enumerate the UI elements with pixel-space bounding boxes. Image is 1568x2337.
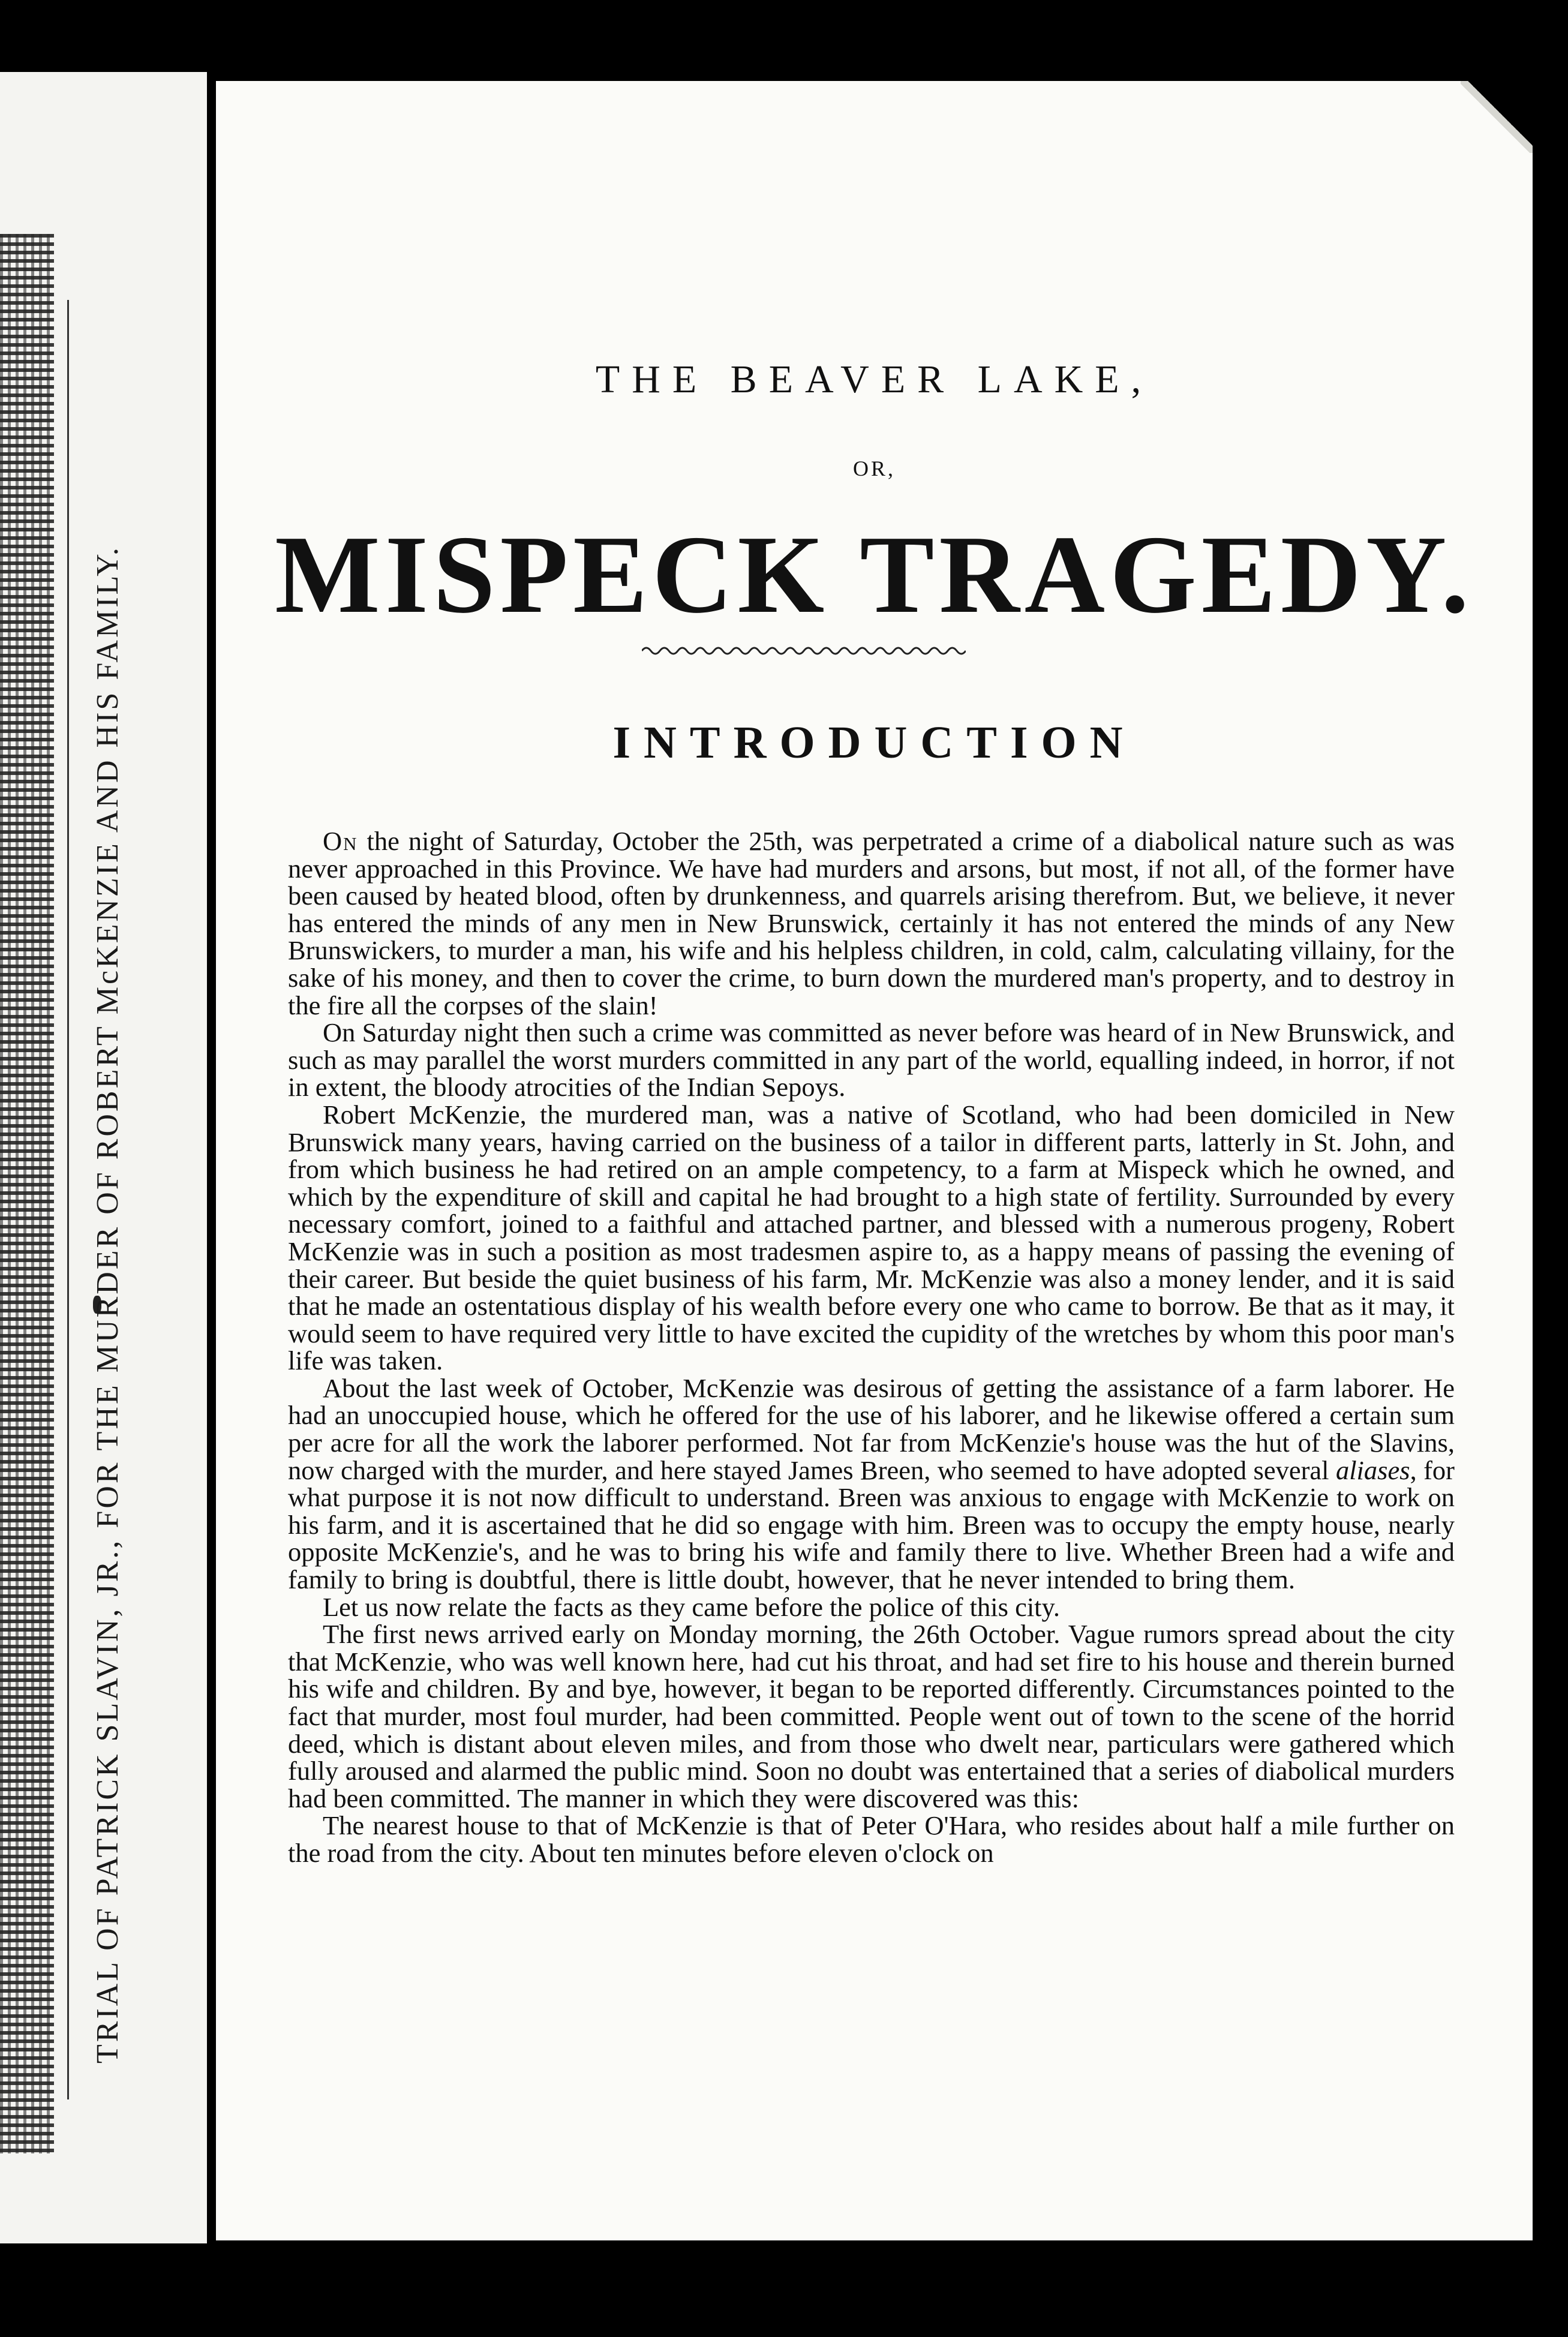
paragraph-text: The nearest house to that of McKenzie is that of Peter O'Hara, who resides about half a mile further on the road from the city. About ten minutes before eleven o'clock on [288,1810,1455,1868]
spine-title: TRIAL OF PATRICK SLAVIN, JR., FOR THE MURDER OF ROBERT McKENZIE AND HIS FAMILY. [91,545,125,2063]
paragraph-text: Robert McKenzie, the murdered man, was a native of Scotland, who had been domiciled in New Brunswick many years, having carried on the business of a tailor in different parts, latterly in St. John, and from which business he had retired on an ample competency, to a farm at Mispeck which he owned, and which by the expenditure of skill and capital he had brought to a high state of fertility. Surrounded by every necessary comfort, joined to a faithful and attached partner, and blessed with a numerous progeny, Robert McKenzie was in such a position as most tradesmen aspire to, as a happy means of passing the evening of their career. But beside the quiet business of his farm, Mr. McKenzie was also a money lender, and it is said that he made an ostentatious display of his wealth before every one who came to borrow. Be that as it may, it would seem to have required very little to have excited the cupidity of the wretches by whom this poor man's life was taken. [288,1099,1455,1376]
paragraph [288,1101,1455,1375]
paragraph-text: the night of Saturday, October the 25th, was perpetrated a crime of a diabolical nature such as was never approached in this Province. We have had murders and arsons, but most, if not all, of the former have been caused by heated blood, often by drunkenness, and quarrels arising therefrom. But, we believe, it never has entered the minds of any men in New Brunswick, certainly it has not entered the minds of any New Brunswickers, to murder a man, his wife and his helpless children, in cold, calm, calculating villainy, for the sake of his money, and then to cover the crime, to burn down the murdered man's property, and to destroy in the fire all the corpses of the slain! [288,826,1455,1020]
paragraph-text: Let us now relate the facts as they came before the police of this city. [323,1591,1061,1622]
section-heading: INTRODUCTION [612,717,1136,768]
document-page [216,81,1533,2240]
paragraph [288,1591,1455,1622]
paragraph [288,828,1455,1019]
paragraph [288,1621,1455,1812]
previous-page-strip [0,72,207,2243]
paragraph-text: , for what purpose it is not now difficult to understand. Breen was anxious to engage with McKenzie to work on his farm, and it is ascertained that he did so engage with him. Breen was to occupy the empty house, nearly opposite McKenzie's, and he was to bring his wife and family there to live. Whether Breen had a wife and family to bring is doubtful, there is little doubt, however, that he never intended to bring them. [288,1455,1455,1595]
title-line-1: THE BEAVER LAKE, [595,358,1154,401]
body-text [288,828,1455,1867]
paragraph [288,1372,1455,1595]
page-corner [1461,81,1533,153]
frontispiece-engraving [0,234,54,2153]
italic-term: aliases [1335,1455,1410,1485]
paragraph [288,1812,1455,1867]
paragraph-text: The first news arrived early on Monday morning, the 26th October. Vague rumors spread about the city that McKenzie, who was well known here, had cut his throat, and had set fire to his house and therein burned his wife and children. By and bye, however, it began to be reported differently. Circumstances pointed to the fact that murder, most foul murder, had been committed. People went out of town to the scene of the horrid deed, which is distant about eleven miles, and from those who dwelt near, particulars were gathered which fully aroused and alarmed the public mind. Soon no doubt was entertained that a series of diabolical murders had been committed. The manner in which they were discovered was this: [288,1619,1455,1813]
wavy-rule-ornament [642,639,966,663]
spine-rule [67,300,69,2099]
paragraph-text: About the last week of October, McKenzie was desirous of getting the assistance of a farm laborer. He had an unoccupied house, which he offered for the use of his laborer, and he likewise offered a certain sum per acre for all the work the laborer performed. Not far from McKenzie's house was the hut of the Slavins, now charged with the murder, and here stayed James Breen, who seemed to have adopted several [288,1372,1455,1485]
drop-word: On [323,826,358,856]
title-or: OR, [852,456,896,480]
main-title: MISPECK TRAGEDY. [275,513,1474,636]
paragraph-text: On Saturday night then such a crime was committed as never before was heard of in New Brunswick, and such as may parallel the worst murders committed in any part of the world, equalling indeed, in horror, if not in extent, the bloody atrocities of the Indian Sepoys. [288,1017,1455,1103]
paragraph [288,1019,1455,1101]
